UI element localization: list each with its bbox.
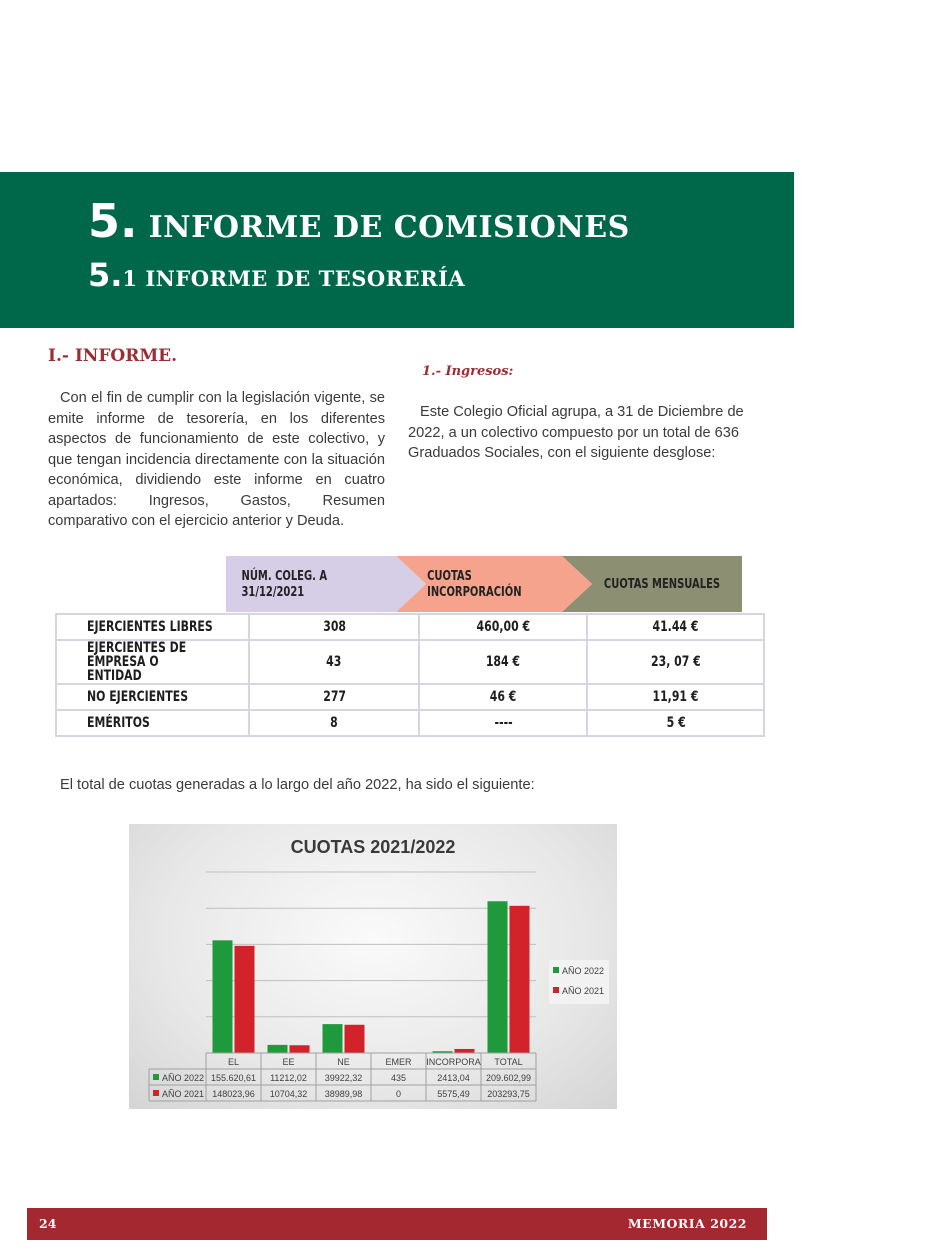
data-label: 0 [395, 1089, 402, 1099]
legend-key [553, 967, 559, 973]
legend-label: AÑO 2022 [562, 966, 605, 976]
subchapter-title: 5.1 INFORME DE TESORERÍA [88, 256, 466, 294]
table-series-label: AÑO 2022 [162, 1073, 205, 1083]
bar-año-2021-ee [290, 1045, 310, 1053]
cell-incorporacion: 46 € [419, 684, 587, 710]
bar-año-2022-ne [323, 1024, 343, 1053]
data-label: 39922,32 [324, 1073, 363, 1083]
cell-num: 277 [249, 684, 419, 710]
legend-key [553, 987, 559, 993]
tick-label: EE [282, 1057, 295, 1067]
table-series-label: AÑO 2021 [162, 1089, 205, 1099]
data-label: 5575,49 [437, 1089, 470, 1099]
cell-num: 8 [249, 710, 419, 736]
footer-label: MEMORIA 2022 [627, 1216, 747, 1231]
chapter-title: 5. INFORME DE COMISIONES [88, 194, 630, 248]
data-label: 209.602,99 [485, 1073, 532, 1083]
data-label: 10704,32 [269, 1089, 308, 1099]
header-cuotas-incorporacion: CUOTAS INCORPORACIÓN [427, 568, 522, 600]
row-label: EJERCIENTES DE EMPRESA O ENTIDAD [56, 640, 249, 684]
cell-mensual: 41.44 € [587, 614, 764, 640]
header-num-coleg: NÚM. COLEG. A 31/12/2021 [241, 568, 328, 600]
chart-title: CUOTAS 2021/2022 [290, 837, 456, 857]
tick-label: INCORPORA [426, 1057, 481, 1067]
cell-num: 308 [249, 614, 419, 640]
section-banner [0, 172, 794, 328]
bar-año-2021-total [510, 906, 530, 1053]
table-row [56, 710, 764, 736]
row-label: EMÉRITOS [56, 710, 249, 736]
header-cuotas-mensuales: CUOTAS MENSUALES [603, 576, 721, 592]
row-label: NO EJERCIENTES [56, 684, 249, 710]
cell-incorporacion: 184 € [419, 640, 587, 684]
bar-año-2022-el [213, 940, 233, 1053]
data-label: 148023,96 [212, 1089, 255, 1099]
page-number: 24 [39, 1216, 57, 1231]
table-row [56, 640, 764, 684]
data-label: 2413,04 [437, 1073, 470, 1083]
data-label: 38989,98 [324, 1089, 363, 1099]
intro-paragraph: Con el fin de cumplir con la legislación vigente, se emite informe de tesorería, en los diferentes aspectos de funcionamiento de este colectivo, y que tengan incidencia directamente con la situación económica, dividiendo este informe en cuatro apartados: Ingresos, Gastos, Resumen comparativo con el ejercicio anterior y Deuda. [48, 390, 385, 529]
table-row [56, 684, 764, 710]
data-label: 435 [390, 1073, 407, 1083]
section-title: I.- INFORME. [48, 346, 178, 366]
table-legend-key [153, 1074, 159, 1080]
cell-mensual: 11,91 € [587, 684, 764, 710]
tick-label: EMER [385, 1057, 412, 1067]
bar-año-2021-incorpora [455, 1049, 475, 1053]
data-label: 155.620,61 [210, 1073, 257, 1083]
cell-incorporacion: 460,00 € [419, 614, 587, 640]
data-label: 11212,02 [270, 1073, 307, 1083]
bar-año-2022-ee [268, 1045, 288, 1053]
tick-label: TOTAL [494, 1057, 523, 1067]
legend-label: AÑO 2021 [562, 986, 605, 996]
cell-mensual: 5 € [587, 710, 764, 736]
cell-mensual: 23, 07 € [587, 640, 764, 684]
cell-num: 43 [249, 640, 419, 684]
bar-año-2021-el [235, 946, 255, 1053]
bar-año-2022-total [488, 901, 508, 1053]
row-label: EJERCIENTES LIBRES [56, 614, 249, 640]
cuotas-chart [129, 824, 617, 1109]
chart-caption: El total de cuotas generadas a lo largo del año 2022, ha sido el siguiente: [60, 777, 535, 793]
tick-label: NE [337, 1057, 350, 1067]
ingresos-title: 1.- Ingresos: [422, 364, 514, 379]
chart-svg [129, 824, 617, 1109]
ingresos-paragraph: Este Colegio Oficial agrupa, a 31 de Diciembre de 2022, a un colectivo compuesto por un total de 636 Graduados Sociales, con el siguiente desglose: [408, 404, 744, 461]
page-footer [27, 1208, 767, 1240]
tick-label: EL [227, 1057, 240, 1067]
bar-año-2021-ne [345, 1025, 365, 1053]
table-row [56, 614, 764, 640]
table-legend-key [153, 1090, 159, 1096]
cuotas-table [55, 613, 765, 737]
data-label: 203293,75 [487, 1089, 530, 1099]
cell-incorporacion: ---- [419, 710, 587, 736]
